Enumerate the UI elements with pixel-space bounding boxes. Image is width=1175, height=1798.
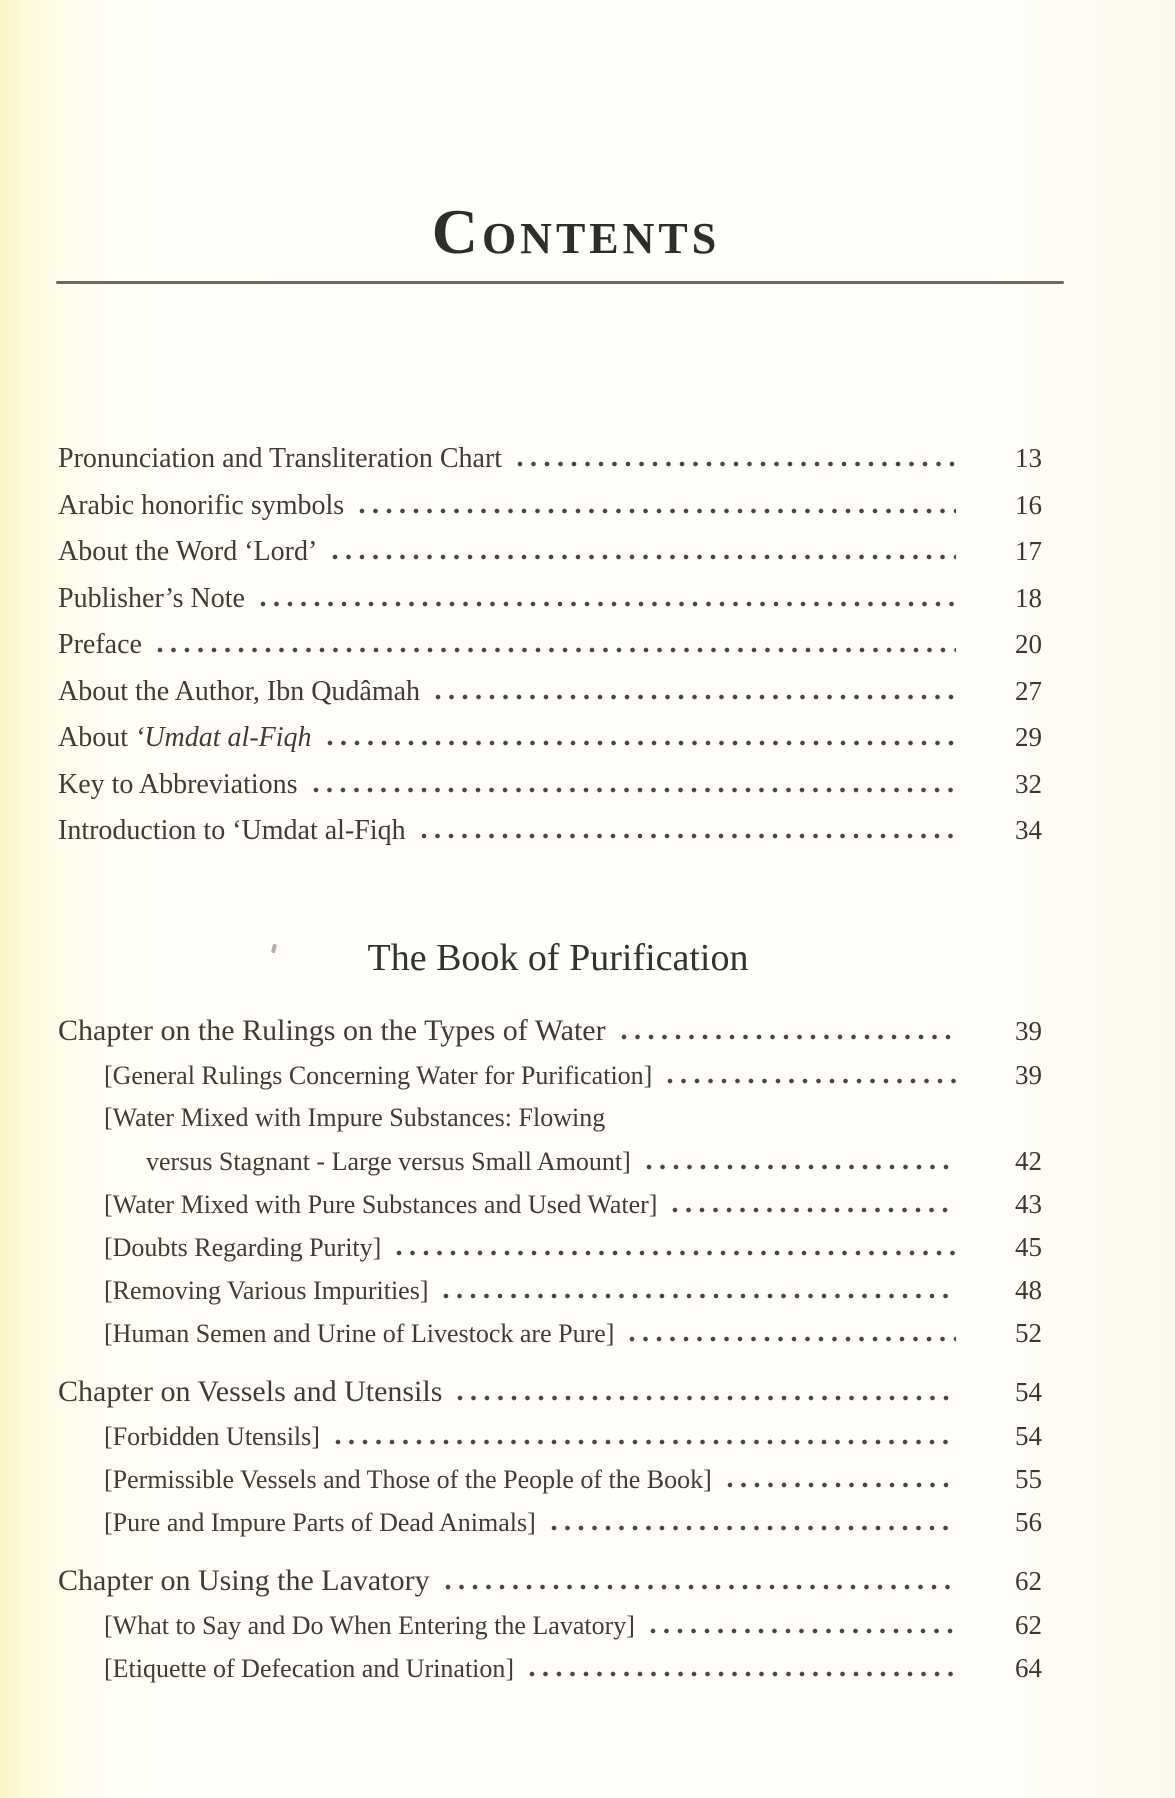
chapter-block [58,1564,1042,1696]
dot-leader [664,1078,956,1084]
chapter-entry [58,1375,1042,1421]
entry-label: About the Author, Ibn Qudâmah [58,675,421,707]
subentry-label: versus Stagnant - Large versus Small Amount] [146,1146,631,1176]
subentry [58,1189,1042,1232]
page-number: 16 [1015,489,1042,520]
subentry [58,1507,1042,1550]
page-number: 32 [1015,768,1042,799]
dot-leader [432,694,956,700]
toc-page [58,0,1042,1696]
dot-leader [643,1164,956,1170]
entry-label: Introduction to ‘Umdat al-Fiqh [58,815,406,846]
toc-entry [58,629,1042,676]
dot-leader [669,1207,956,1213]
subentry [58,1464,1042,1507]
dot-leader [324,740,956,746]
toc-entry [58,490,1042,537]
toc-entry [58,583,1042,630]
toc-entry [58,769,1042,816]
page-number: 34 [1015,815,1042,845]
chapter-entry [58,1014,1042,1060]
dot-leader [724,1482,956,1488]
dot-leader [418,833,956,839]
page-number: 54 [1015,1376,1042,1407]
subentry-line-1 [58,1103,1042,1146]
subentry [58,1653,1042,1696]
page-number: 42 [1015,1145,1042,1176]
page-number: 64 [1015,1652,1042,1683]
entry-label: Key to Abbreviations [58,768,298,800]
dot-leader [329,554,956,560]
title-rest: ONTENTS [481,214,721,263]
front-matter-list [58,443,1042,862]
subentry-label: [Human Semen and Urine of Livestock are Pure] [104,1318,615,1348]
subentry-label: [Permissible Vessels and Those of the People of the Book] [104,1464,712,1494]
chapter-list [58,1014,1042,1696]
toc-entry [58,722,1042,769]
toc-entry [58,815,1042,862]
page-title [58,0,1042,274]
dot-leader [647,1628,956,1634]
toc-entry [58,676,1042,723]
subentry-label: [General Rulings Concerning Water for Purification] [104,1060,653,1090]
page-number: 48 [1015,1274,1042,1305]
page-number: 39 [1015,1059,1042,1090]
entry-label: Pronunciation and Transliteration Chart [58,443,503,474]
title-initial: C [431,196,482,267]
page-number: 17 [1015,536,1042,566]
subentry-label: [Etiquette of Defecation and Urination] [104,1653,515,1683]
entry-label: Arabic honorific symbols [58,489,345,521]
dot-leader [442,1584,956,1590]
page-number: 54 [1015,1420,1042,1451]
chapter-entry [58,1564,1042,1610]
chapter-block [58,1375,1042,1550]
page-number: 29 [1015,722,1042,752]
section-heading: The Book of Purification [74,936,1042,980]
dot-leader [332,1439,956,1445]
dot-leader [356,508,956,514]
scan-speck [271,943,277,953]
dot-leader [526,1671,956,1677]
subentry-label: [Water Mixed with Pure Substances and Used Water] [104,1189,658,1219]
page-number: 45 [1015,1231,1042,1262]
dot-leader [310,787,956,793]
toc-entry [58,443,1042,490]
chapter-title: Chapter on Vessels and Utensils [58,1374,443,1408]
dot-leader [154,647,956,653]
page-number: 55 [1015,1463,1042,1494]
chapter-title: Chapter on Using the Lavatory [58,1563,430,1597]
entry-label: About ‘Umdat al-Fiqh [58,722,312,753]
dot-leader [257,601,956,607]
page-number: 62 [1015,1565,1042,1596]
subentry-line-2 [58,1146,1042,1189]
subentry [58,1232,1042,1275]
page-number: 13 [1015,443,1042,473]
entry-label: About the Word ‘Lord’ [58,536,318,567]
chapter-block [58,1014,1042,1361]
subentry-label: [Doubts Regarding Purity] [104,1232,382,1262]
subentry-label: [Removing Various Impurities] [104,1275,429,1305]
page-number: 20 [1015,629,1042,659]
entry-label: Publisher’s Note [58,582,245,614]
toc-entry [58,536,1042,583]
page-number: 18 [1015,582,1042,613]
title-divider [56,281,1064,284]
subentry [58,1060,1042,1103]
dot-leader [514,461,956,467]
dot-leader [440,1293,956,1299]
dot-leader [618,1034,956,1040]
subentry-label: [Pure and Impure Parts of Dead Animals] [104,1507,536,1537]
page-number: 56 [1015,1506,1042,1537]
page-number: 62 [1015,1609,1042,1640]
subentry-label: [Forbidden Utensils] [104,1421,320,1451]
entry-label: Preface [58,629,142,660]
dot-leader [393,1250,956,1256]
subentry [58,1318,1042,1361]
page-number: 27 [1015,675,1042,706]
subentry [58,1421,1042,1464]
subentry [58,1275,1042,1318]
dot-leader [454,1395,956,1401]
page-number: 52 [1015,1317,1042,1348]
dot-leader [548,1525,956,1531]
book-title-italic: ‘Umdat al-Fiqh [135,722,312,753]
subentry-label: [Water Mixed with Impure Substances: Flowing [104,1102,606,1132]
page-number: 43 [1015,1188,1042,1219]
page-number: 39 [1015,1015,1042,1046]
subentry [58,1610,1042,1653]
dot-leader [626,1336,956,1342]
subentry-label: [What to Say and Do When Entering the Lavatory] [104,1610,635,1640]
chapter-title: Chapter on the Rulings on the Types of Water [58,1013,606,1047]
